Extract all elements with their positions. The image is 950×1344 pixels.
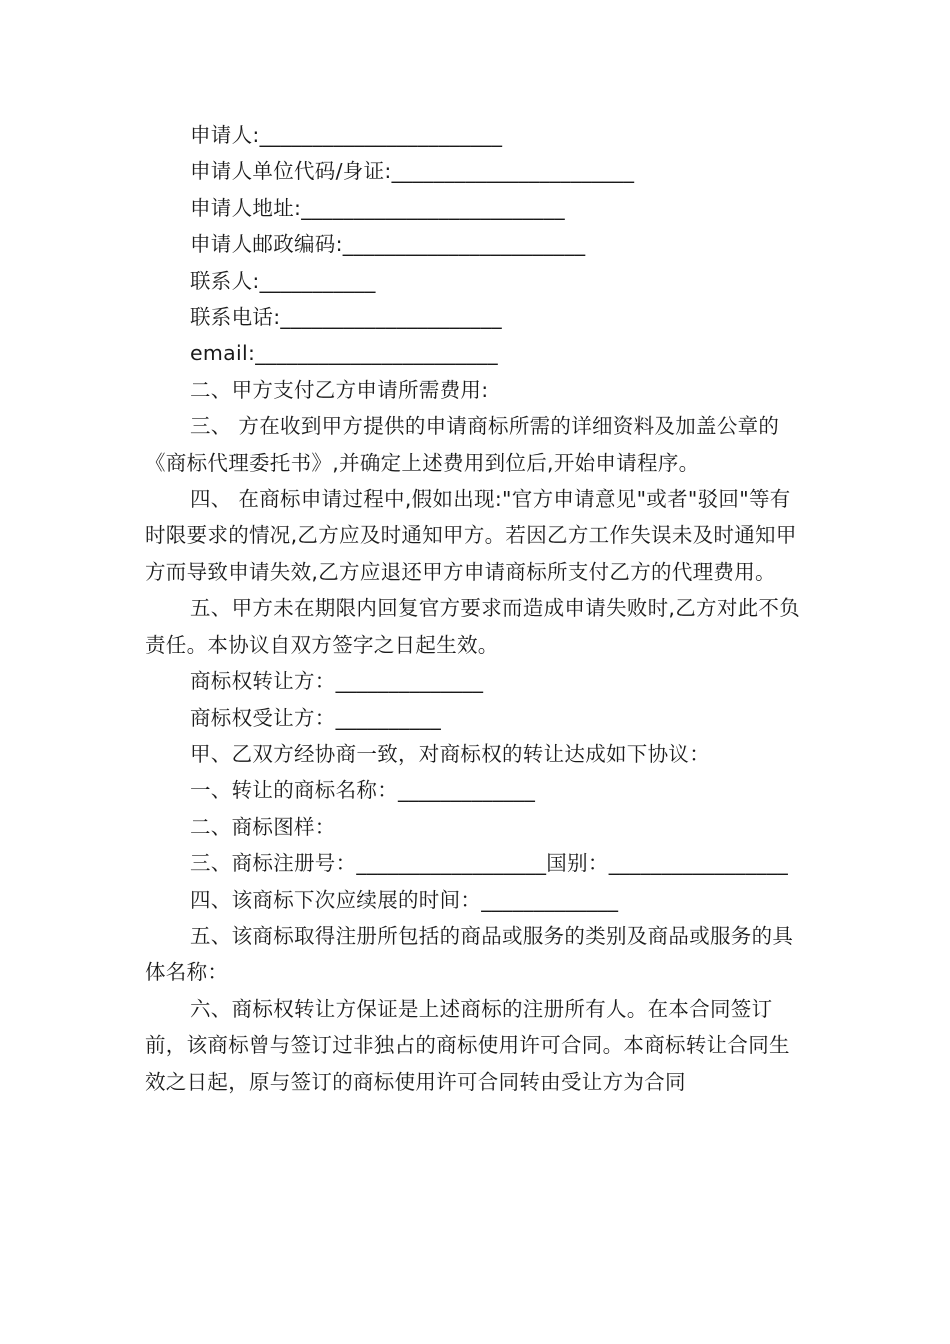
ownership-warranty-clause: 六、商标权转让方保证是上述商标的注册所有人。在本合同签订前，该商标曾与签订过非独占的商标使用许可合同。本商标转让合同生效之日起，原与签订的商标使用许可合同转由受让方为合同 <box>145 996 790 1094</box>
registration-number-field: 三、商标注册号：__________________国别：_________________ <box>190 851 789 876</box>
clause-3-procedure: 三、 方在收到甲方提供的申请商标所需的详细资料及加盖公章的《商标代理委托书》,并确定上述费用到位后,开始申请程序。 <box>145 414 780 475</box>
applicant-address-field: 申请人地址:_________________________ <box>190 195 565 220</box>
trademark-design-field: 二、商标图样： <box>190 814 336 839</box>
renewal-time-field: 四、该商标下次应续展的时间：_____________ <box>190 887 619 912</box>
agreement-intro: 甲、乙双方经协商一致，对商标权的转让达成如下协议： <box>190 741 710 766</box>
clause-4-notification: 四、 在商标申请过程中,假如出现:"官方申请意见"或者"驳回"等有时限要求的情况,乙方应及时通知甲方。若因乙方工作失误未及时通知甲方而导致申请失效,乙方应退还甲方申请商标所支付乙方的代理费用。 <box>145 487 797 584</box>
email-field: email:_______________________ <box>190 341 498 366</box>
goods-services-clause: 五、该商标取得注册所包括的商品或服务的类别及商品或服务的具体名称： <box>145 923 794 985</box>
contact-person-field: 联系人:___________ <box>190 268 376 293</box>
contact-phone-field: 联系电话:_____________________ <box>190 305 502 330</box>
clause-2-fees: 二、甲方支付乙方申请所需费用: <box>190 377 489 402</box>
transferee-field: 商标权受让方：__________ <box>190 705 442 730</box>
applicant-field: 申请人:_______________________ <box>190 123 503 147</box>
transferor-field: 商标权转让方：______________ <box>190 669 484 694</box>
applicant-postcode-field: 申请人邮政编码:_______________________ <box>190 232 586 257</box>
trademark-name-field: 一、转让的商标名称：_____________ <box>190 778 536 803</box>
applicant-id-code-field: 申请人单位代码/身证:_______________________ <box>190 159 635 184</box>
document-body <box>145 117 807 1100</box>
clause-5-liability: 五、甲方未在期限内回复官方要求而造成申请失败时,乙方对此不负责任。本协议自双方签字之日起生效。 <box>145 596 801 657</box>
